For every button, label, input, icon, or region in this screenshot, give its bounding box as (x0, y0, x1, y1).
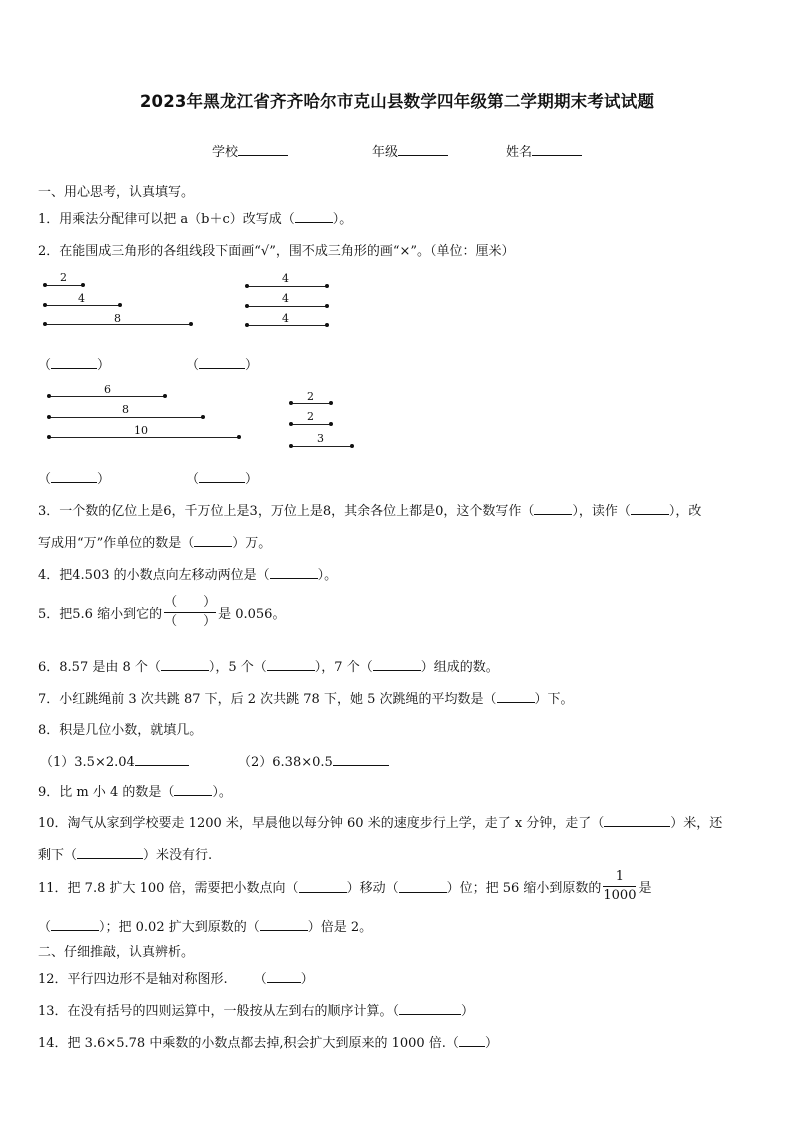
question-8-part-1: （1）3.5×2.04 (40, 751, 189, 770)
question-10-cont: 剩下（ ）米没有行. (38, 848, 213, 863)
school-blank[interactable] (238, 142, 288, 156)
question-6: 6．8.57 是由 8 个（ ），5 个（ ），7 个（ ）组成的数。 (38, 660, 499, 675)
grade-field (372, 141, 448, 160)
q14-blank[interactable] (459, 1034, 485, 1047)
grade-label: 年级 (372, 145, 399, 160)
page-title: 2023年黑龙江省齐齐哈尔市克山县数学四年级第二学期期末考试试题 (139, 92, 655, 111)
q13-blank[interactable] (399, 1002, 461, 1015)
q3-blank-wan[interactable] (194, 534, 232, 547)
q11-blank-3[interactable] (51, 918, 99, 931)
segment-label: 4 (282, 312, 289, 325)
q3-blank-write[interactable] (534, 502, 572, 515)
q1-tail: ）。 (332, 212, 353, 227)
question-9: 9．比 m 小 4 的数是（ ）。 (38, 785, 232, 800)
q10-blank-1[interactable] (604, 814, 670, 827)
section-two-heading: 二、仔细推敲，认真辨析。 (38, 945, 195, 960)
name-blank[interactable] (532, 142, 582, 156)
q6-blank-3[interactable] (373, 658, 421, 671)
question-8-part-2: （2）6.38×0.5 (238, 751, 389, 770)
q4-blank[interactable] (270, 566, 318, 579)
segment-label: 2 (307, 390, 314, 403)
question-4: 4．把4.503 的小数点向左移动两位是（ ）。 (38, 568, 338, 583)
q1-text: 1．用乘法分配律可以把 a（b＋c）改写成（ (38, 212, 295, 227)
answer-blank-g4[interactable]: （ ） (186, 472, 259, 487)
q8-blank-2[interactable] (333, 753, 389, 766)
question-3-cont: 写成用“万”作单位的数是（ ）万。 (38, 536, 272, 551)
question-12: 12．平行四边形不是轴对称图形. （ ） (38, 972, 314, 987)
section-one-heading: 一、用心思考，认真填写。 (38, 185, 195, 200)
segment-label: 2 (60, 271, 67, 284)
q11-blank-4[interactable] (260, 918, 308, 931)
segment-label: 4 (78, 292, 85, 305)
segment-label: 8 (114, 312, 121, 325)
q11-fraction: $\frac{1}{1000}$ (603, 869, 637, 903)
q7-blank[interactable] (497, 690, 535, 703)
grade-blank[interactable] (398, 142, 448, 156)
question-10: 10．淘气从家到学校要走 1200 米，早晨他以每分钟 60 米的速度步行上学，走了 x 分钟，走了（ ）米，还 (38, 816, 723, 831)
name-field (506, 141, 582, 160)
school-field (212, 141, 288, 160)
name-label: 姓名 (506, 145, 533, 160)
segment-label: 8 (122, 403, 129, 416)
question-13: 13．在没有括号的四则运算中，一般按从左到右的顺序计算。（ ） (38, 1004, 475, 1019)
segment-label: 3 (317, 432, 324, 445)
question-3: 3．一个数的亿位上是6，千万位上是3，万位上是8，其余各位上都是0，这个数写作（ ），读作（ ），改 (38, 504, 702, 519)
q5-fraction-blank[interactable]: $\frac{( )}{( )}$ (164, 595, 217, 629)
q10-blank-2[interactable] (77, 846, 143, 859)
segment-label: 2 (307, 410, 314, 423)
segment-label: 4 (282, 272, 289, 285)
q6-blank-2[interactable] (267, 658, 315, 671)
question-14: 14．把 3.6×5.78 中乘数的小数点都去掉,积会扩大到原来的 1000 倍.（ ） (38, 1036, 498, 1051)
school-label: 学校 (212, 145, 239, 160)
segment-label: 4 (282, 292, 289, 305)
q9-blank[interactable] (174, 783, 212, 796)
question-2: 2．在能围成三角形的各组线段下面画“√”，围不成三角形的画“×”。（单位：厘米） (38, 244, 515, 259)
answer-blank-g3[interactable]: （ ） (38, 472, 111, 487)
question-1 (38, 208, 352, 227)
question-7: 7．小红跳绳前 3 次共跳 87 下，后 2 次共跳 78 下，她 5 次跳绳的平均数是（ ）下。 (38, 692, 574, 707)
answer-blank-g2[interactable]: （ ） (186, 358, 259, 373)
segment-label: 6 (104, 383, 111, 396)
question-11-cont: （ ）；把 0.02 扩大到原数的（ ）倍是 2。 (38, 920, 373, 935)
q12-blank[interactable] (267, 970, 301, 983)
question-11: 11．把 7.8 扩大 100 倍，需要把小数点向（ ）移动（ ）位；把 56 缩小到原数的 $\frac{1}{1000}$ 是 (38, 869, 652, 903)
q1-blank[interactable] (295, 210, 333, 223)
q11-blank-1[interactable] (299, 880, 347, 893)
question-8: 8．积是几位小数，就填几。 (38, 723, 203, 738)
answer-blank-g1[interactable]: （ ） (38, 358, 111, 373)
q8-blank-1[interactable] (135, 753, 189, 766)
q6-blank-1[interactable] (161, 658, 209, 671)
segment-label: 10 (134, 424, 148, 437)
question-5: 5．把5.6 缩小到它的 $\frac{( )}{( )}$ 是 0.056。 (38, 595, 286, 629)
q3-blank-read[interactable] (631, 502, 669, 515)
q11-blank-2[interactable] (399, 880, 447, 893)
